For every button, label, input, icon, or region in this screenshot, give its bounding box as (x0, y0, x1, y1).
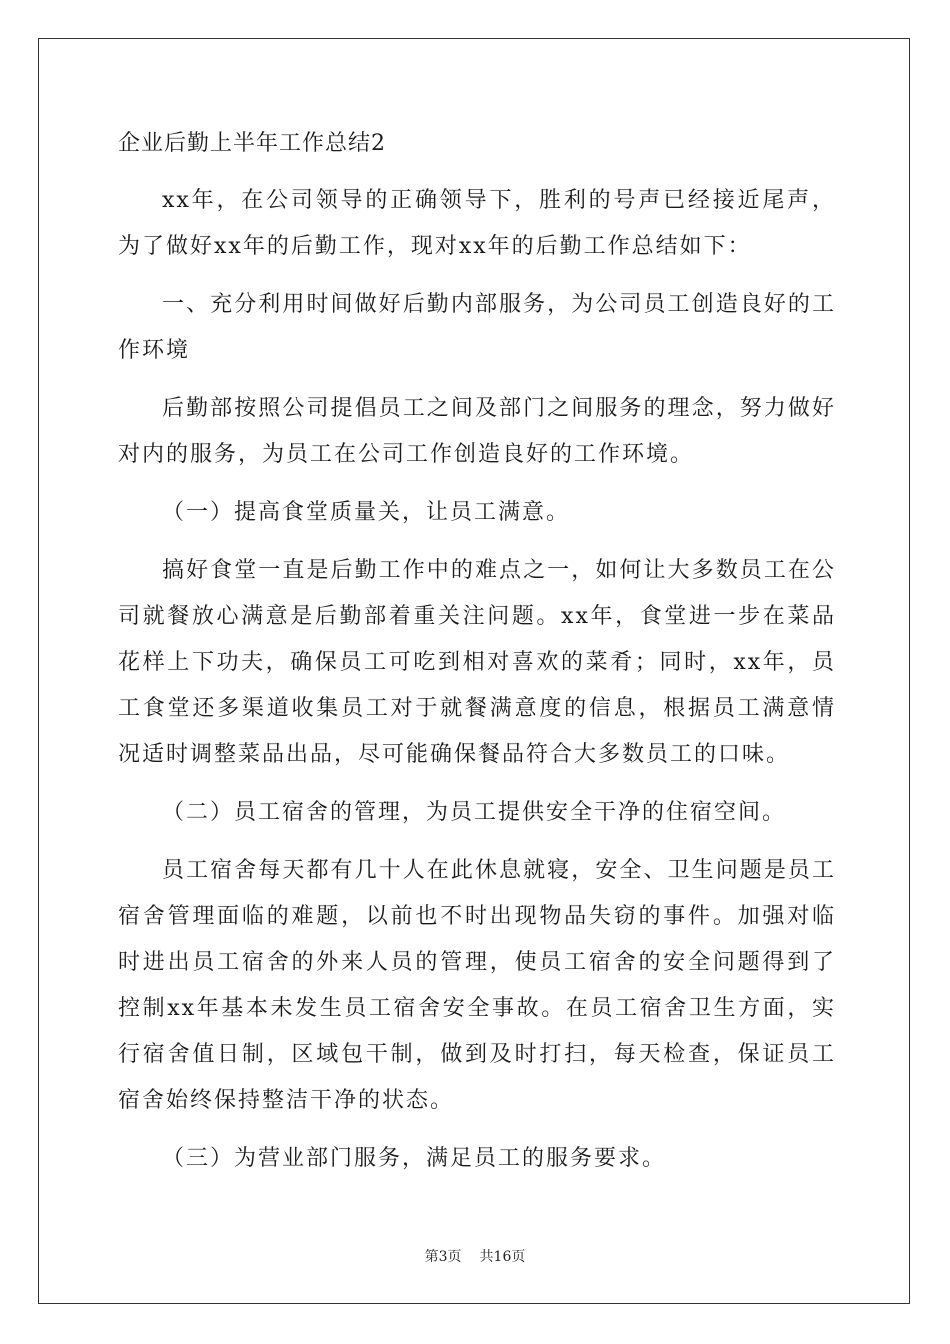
subheading-service: （三）为营业部门服务，满足员工的服务要求。 (162, 1146, 667, 1171)
section-heading-1: 一、充分利用时间做好后勤内部服务，为公司员工创造良好的工作环境 (118, 292, 836, 363)
page-footer (0, 1248, 950, 1266)
paragraph-intro: xx年，在公司领导的正确领导下，胜利的号声已经接近尾声，为了做好xx年的后勤工作，现对xx年的后勤工作总结如下： (118, 188, 836, 259)
document-title: 企业后勤上半年工作总结2 (118, 131, 386, 156)
paragraph-canteen: 搞好食堂一直是后勤工作中的难点之一，如何让大多数员工在公司就餐放心满意是后勤部着重关注问题。xx年，食堂进一步在菜品花样上下功夫，确保员工可吃到相对喜欢的菜肴；同时，xx年，员工食堂还多渠道收集员工对于就餐满意度的信息，根据员工满意情况适时调整菜品出品，尽可能确保餐品符合大多数员工的口味。 (118, 558, 836, 767)
document-body (118, 128, 836, 1194)
subheading-canteen: （一）提高食堂质量关，让员工满意。 (162, 500, 571, 525)
paragraph-section-1: 后勤部按照公司提倡员工之间及部门之间服务的理念，努力做好对内的服务，为员工在公司工作创造良好的工作环境。 (118, 396, 836, 467)
page-number: 第3页 (424, 1249, 462, 1265)
page-total: 共16页 (479, 1249, 526, 1265)
subheading-dormitory: （二）员工宿舍的管理，为员工提供安全干净的住宿空间。 (162, 800, 787, 825)
paragraph-dormitory: 员工宿舍每天都有几十人在此休息就寝，安全、卫生问题是员工宿舍管理面临的难题，以前也不时出现物品失窃的事件。加强对临时进出员工宿舍的外来人员的管理，使员工宿舍的安全问题得到了控制xx年基本未发生员工宿舍安全事故。在员工宿舍卫生方面，实行宿舍值日制，区域包干制，做到及时打扫，每天检查，保证员工宿舍始终保持整洁干净的状态。 (118, 858, 836, 1113)
